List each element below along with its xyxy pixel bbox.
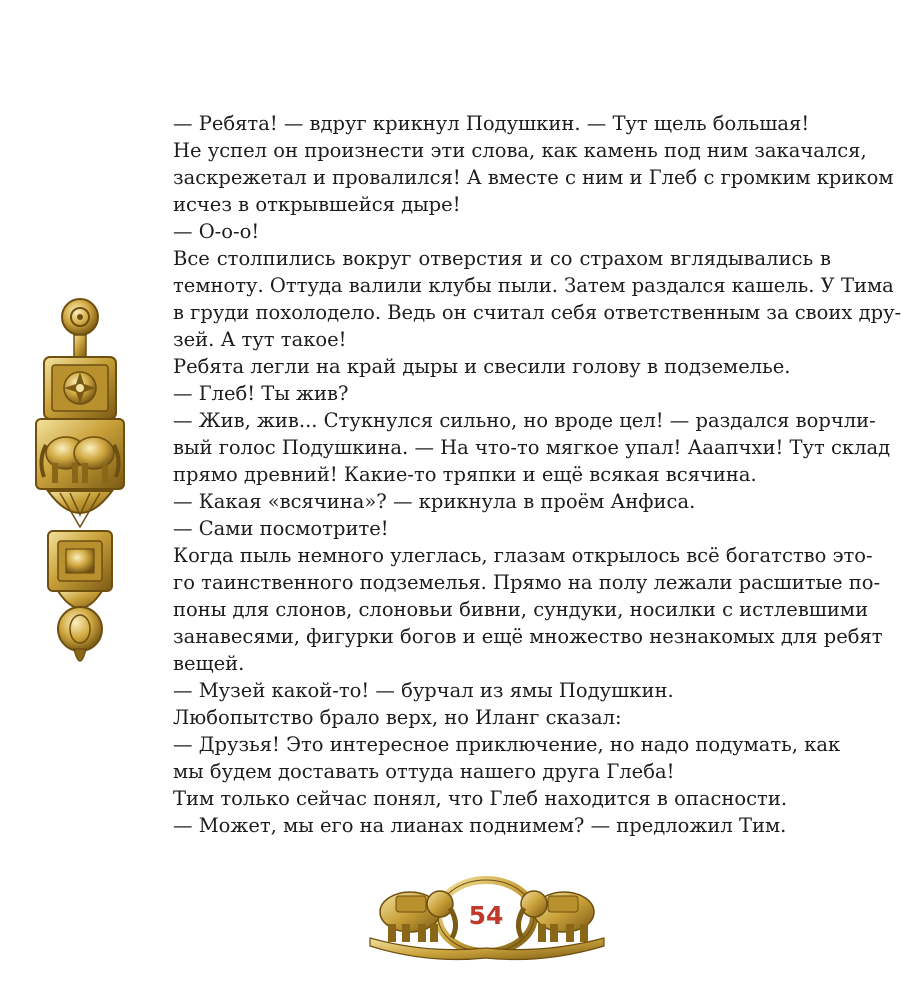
paragraph	[141, 218, 831, 245]
text-line: в груди похолодело. Ведь он считал себя ответственным за своих дру-	[173, 301, 901, 324]
text-line: — Сами посмотрите!	[173, 517, 389, 540]
text-line: поны для слонов, слоновьи бивни, сундуки, носилки с истлевшими	[173, 598, 869, 621]
paragraph	[141, 542, 883, 677]
paragraph	[141, 245, 901, 353]
paragraph	[141, 380, 831, 407]
golden-pillar-ornament-icon	[30, 295, 130, 675]
paragraph	[141, 677, 831, 704]
paragraph	[141, 704, 831, 731]
text-line: Не успел он произнести эти слова, как камень под ним закачался,	[173, 139, 867, 162]
text-line: мы будем доставать оттуда нашего друга Глеба!	[173, 760, 675, 783]
text-line: Любопытство брало верх, но Иланг сказал:	[173, 706, 622, 729]
text-line: прямо древний! Какие-то тряпки и ещё всякая всячина.	[173, 463, 757, 486]
paragraph	[141, 515, 831, 542]
paragraph	[141, 488, 831, 515]
paragraph	[141, 731, 841, 785]
text-line: Когда пыль немного улеглась, глазам открылось всё богатство это-	[173, 544, 873, 567]
text-line: Все столпились вокруг отверстия и со страхом вглядывались в	[173, 247, 831, 270]
text-line: темноту. Оттуда валили клубы пыли. Затем раздался кашель. У Тима	[173, 274, 894, 297]
text-line: зей. А тут такое!	[173, 328, 347, 351]
paragraph	[141, 137, 894, 218]
text-line: — Музей какой-то! — бурчал из ямы Подушкин.	[173, 679, 674, 702]
text-line: — О-о-о!	[173, 220, 260, 243]
paragraph	[141, 353, 831, 380]
paragraph	[141, 110, 831, 137]
paragraph	[141, 812, 831, 839]
paragraph	[141, 785, 831, 812]
text-line: занавесями, фигурки богов и ещё множество незнакомых для ребят	[173, 625, 883, 648]
paragraph	[141, 407, 891, 488]
story-text	[141, 110, 901, 839]
text-line: го таинственного подземелья. Прямо на полу лежали расшитые по-	[173, 571, 881, 594]
text-line: Ребята легли на край дыры и свесили голову в подземелье.	[173, 355, 791, 378]
text-line: — Может, мы его на лианах поднимем? — предложил Тим.	[173, 814, 787, 837]
page-number: 54	[468, 901, 504, 930]
text-line: исчез в открывшейся дыре!	[173, 193, 461, 216]
text-line: — Друзья! Это интересное приключение, но надо подумать, как	[173, 733, 841, 756]
text-line: Тим только сейчас понял, что Глеб находится в опасности.	[173, 787, 788, 810]
text-line: заскрежетал и провалился! А вместе с ним и Глеб с громким криком	[173, 166, 894, 189]
text-line: — Глеб! Ты жив?	[173, 382, 349, 405]
text-line: — Жив, жив... Стукнулся сильно, но вроде цел! — раздался ворчли-	[173, 409, 876, 432]
text-line: — Какая «всячина»? — крикнула в проём Анфиса.	[173, 490, 696, 513]
text-line: — Ребята! — вдруг крикнул Подушкин. — Тут щель большая!	[173, 112, 810, 135]
text-line: вый голос Подушкина. — На что-то мягкое упал! Ааапчхи! Тут склад	[173, 436, 891, 459]
text-line: вещей.	[173, 652, 245, 675]
